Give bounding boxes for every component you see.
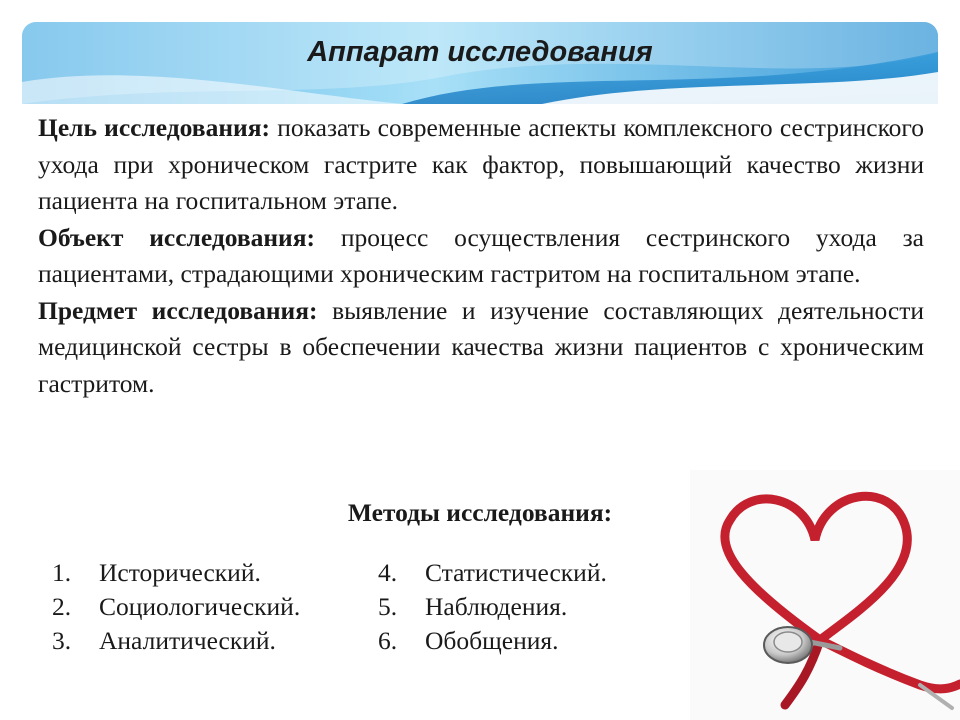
goal-paragraph bbox=[38, 110, 924, 220]
list-number: 4. bbox=[378, 558, 398, 587]
subject-label: Предмет исследования: bbox=[38, 295, 318, 325]
list-number: 2. bbox=[52, 592, 72, 621]
list-label: Статистический. bbox=[425, 558, 607, 587]
list-label: Социологический. bbox=[99, 592, 301, 621]
list-item bbox=[52, 624, 300, 658]
list-label: Аналитический. bbox=[99, 626, 276, 655]
methods-list-right bbox=[378, 556, 607, 658]
list-number: 3. bbox=[52, 626, 72, 655]
list-item bbox=[378, 624, 607, 658]
object-text: процесс осуществления сестринского ухода за пациентами, страдающими хроническим гастритом на госпитальном этапе. bbox=[38, 222, 925, 288]
list-number: 6. bbox=[378, 626, 398, 655]
list-item bbox=[52, 556, 300, 590]
methods-list-left bbox=[52, 556, 300, 658]
list-label: Наблюдения. bbox=[425, 592, 568, 621]
list-label: Исторический. bbox=[99, 558, 261, 587]
list-label: Обобщения. bbox=[425, 626, 559, 655]
object-label: Объект исследования: bbox=[38, 222, 316, 252]
stethoscope-heart-icon bbox=[690, 470, 960, 720]
list-item bbox=[378, 590, 607, 624]
title-banner bbox=[22, 22, 938, 104]
page-title: Аппарат исследования bbox=[307, 36, 653, 68]
subject-paragraph bbox=[38, 293, 924, 403]
list-item bbox=[52, 590, 300, 624]
subject-text: выявление и изучение составляющих деятельности медицинской сестры в обеспечении качества жизни пациентов с хроническим гастритом. bbox=[38, 295, 925, 398]
list-item bbox=[378, 556, 607, 590]
goal-label: Цель исследования: bbox=[38, 113, 270, 142]
research-description bbox=[38, 110, 924, 402]
list-number: 1. bbox=[52, 558, 72, 587]
list-number: 5. bbox=[378, 592, 398, 621]
methods-heading: Методы исследования: bbox=[347, 498, 613, 527]
object-paragraph bbox=[38, 220, 924, 293]
goal-text: показать современные аспекты комплексного сестринского ухода при хроническом гастрите как фактор, повышающий качество жизни пациента на госпитальном этапе. bbox=[38, 113, 925, 215]
